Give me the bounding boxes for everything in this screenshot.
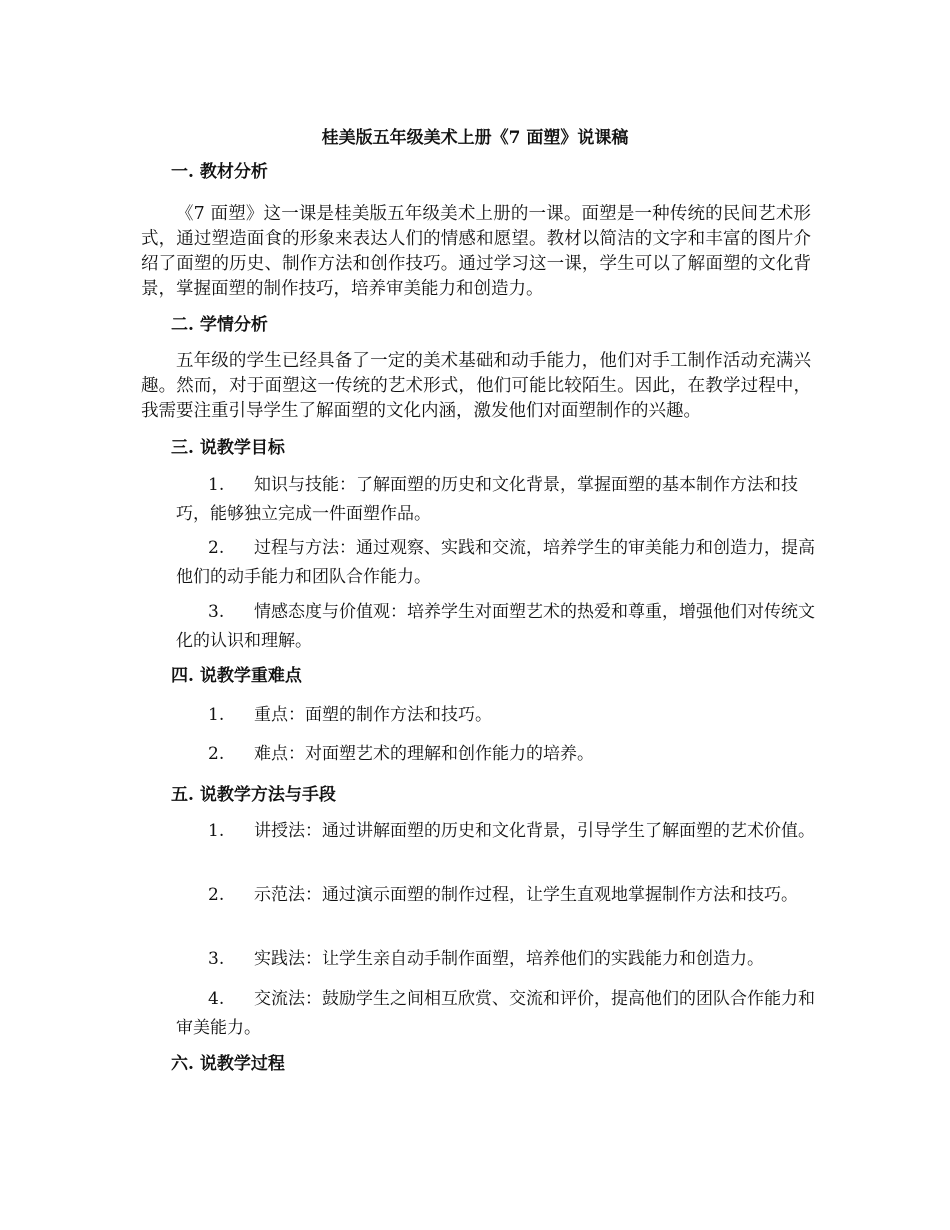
list-item [176,985,816,1042]
list-item-text: 实践法：让学生亲自动手制作面塑，培养他们的实践能力和创造力。 [254,949,764,969]
list-item [176,817,816,846]
section-paragraph-textbook-analysis: 《7 面塑》这一课是桂美版五年级美术上册的一课。面塑是一种传统的民间艺术形式，通过塑造面食的形象来表达人们的情感和愿望。教材以简洁的文字和丰富的图片介绍了面塑的历史、制作方法和创作技巧。通过学习这一课，学生可以了解面塑的文化背景，掌握面塑的制作技巧，培养审美能力和创造力。 [141,204,811,299]
list-item-number: 1. [208,821,225,841]
list-item-text: 过程与方法：通过观察、实践和交流，培养学生的审美能力和创造力，提高他们的动手能力和团队合作能力。 [176,538,815,587]
list-item-number: 1. [208,705,225,725]
list-item [176,945,816,974]
section-heading-teaching-goals: 三. 说教学目标 [171,438,285,458]
section-heading-methods: 五. 说教学方法与手段 [171,785,336,805]
list-item [176,534,816,591]
list-item-text: 交流法：鼓励学生之间相互欣赏、交流和评价，提高他们的团队合作能力和审美能力。 [176,989,815,1038]
section-heading-teaching-process: 六. 说教学过程 [171,1054,285,1074]
section-heading-key-points: 四. 说教学重难点 [171,666,302,686]
section-heading-textbook-analysis: 一. 教材分析 [171,162,268,182]
list-item-number: 1. [208,475,225,495]
list-item-text: 示范法：通过演示面塑的制作过程，让学生直观地掌握制作方法和技巧。 [254,885,798,905]
list-item [176,598,816,655]
list-item-text: 讲授法：通过讲解面塑的历史和文化背景，引导学生了解面塑的艺术价值。 [254,821,815,841]
list-item [176,471,816,528]
list-item-number: 4. [208,989,225,1009]
list-item-number: 2. [208,885,225,905]
list-item [176,881,816,910]
list-item-number: 2. [208,538,225,558]
list-item-number: 2. [208,744,225,764]
list-item-number: 3. [208,602,225,622]
list-item-text: 难点：对面塑艺术的理解和创作能力的培养。 [254,744,594,764]
section-paragraph-student-analysis: 五年级的学生已经具备了一定的美术基础和动手能力，他们对手工制作活动充满兴趣。然而，对于面塑这一传统的艺术形式，他们可能比较陌生。因此，在教学过程中，我需要注重引导学生了解面塑的文化内涵，激发他们对面塑制作的兴趣。 [141,351,811,421]
list-item [176,701,816,730]
list-item-text: 重点：面塑的制作方法和技巧。 [254,705,492,725]
list-item-number: 3. [208,949,225,969]
list-item-text: 情感态度与价值观：培养学生对面塑艺术的热爱和尊重，增强他们对传统文化的认识和理解。 [176,602,815,651]
list-item [176,740,816,769]
section-heading-student-analysis: 二. 学情分析 [171,315,268,335]
list-item-text: 知识与技能：了解面塑的历史和文化背景，掌握面塑的基本制作方法和技巧，能够独立完成一件面塑作品。 [176,475,798,524]
document-title: 桂美版五年级美术上册《7 面塑》说课稿 [321,128,629,148]
